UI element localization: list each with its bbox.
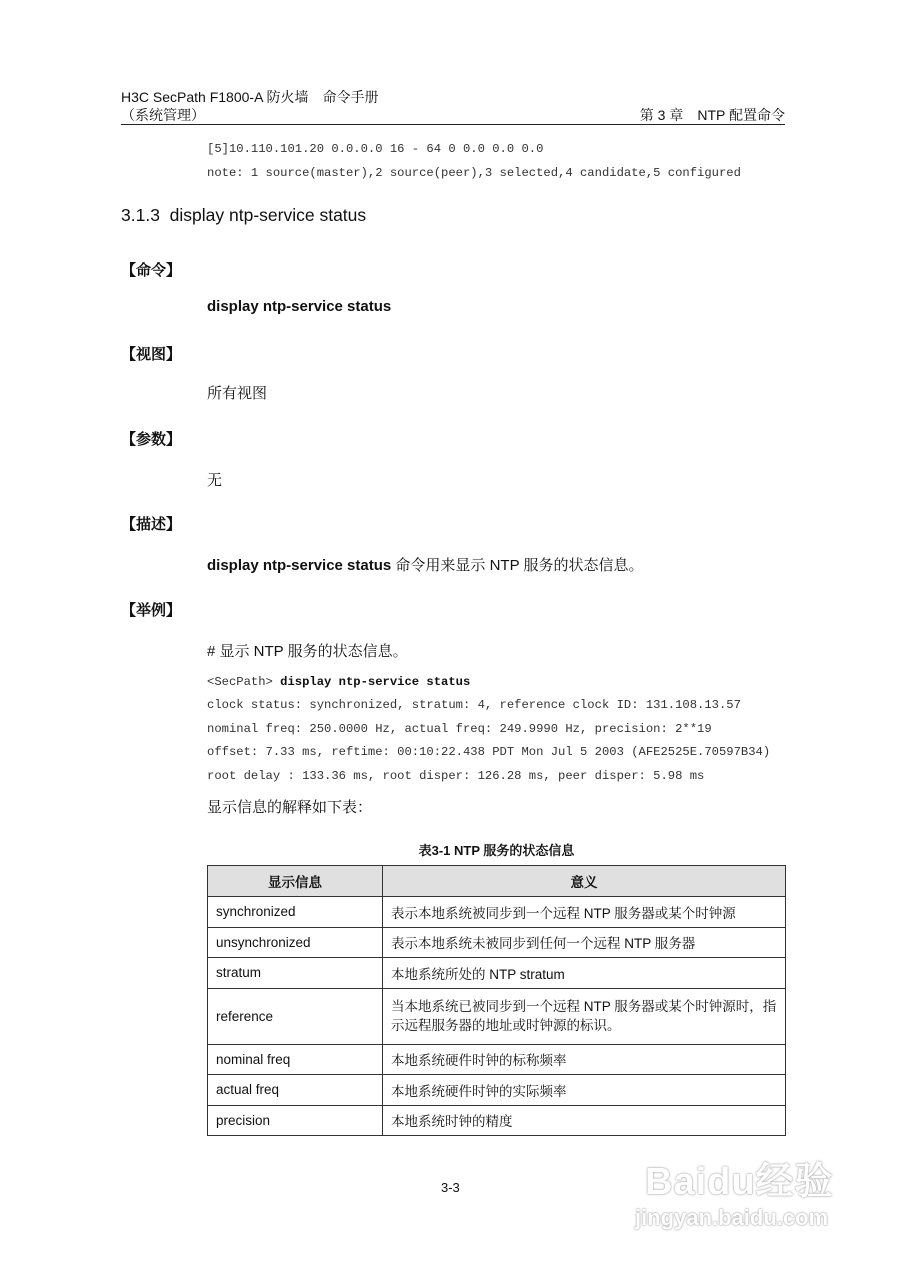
code-prompt: <SecPath> display ntp-service status [207, 675, 471, 689]
params-text: 无 [207, 472, 223, 489]
code-line: note: 1 source(master),2 source(peer),3 selected,4 candidate,5 configured [207, 166, 741, 180]
code-line: nominal freq: 250.0000 Hz, actual freq: 249.9990 Hz, precision: 2**19 [207, 722, 712, 736]
info-table [207, 865, 786, 1136]
code-line: clock status: synchronized, stratum: 4, reference clock ID: 131.108.13.57 [207, 698, 741, 712]
section-heading: 3.1.3 display ntp-service status [121, 205, 367, 225]
params-label: 【参数】 [121, 431, 182, 448]
table-row: precision 本地系统时钟的精度 [208, 1105, 786, 1136]
header-rule [121, 124, 785, 125]
page-number: 3-3 [441, 1180, 460, 1195]
table-header-row: 显示信息 意义 [208, 866, 786, 897]
example-label: 【举例】 [121, 602, 182, 619]
desc-label: 【描述】 [121, 516, 182, 533]
code-line: [5]10.110.101.20 0.0.0.0 16 - 64 0 0.0 0.0 0.0 [207, 142, 544, 156]
table-row: synchronized 表示本地系统被同步到一个远程 NTP 服务器或某个时钟源 [208, 897, 786, 928]
table-row: actual freq 本地系统硬件时钟的实际频率 [208, 1075, 786, 1106]
command-label: 【命令】 [121, 262, 182, 279]
table-intro: 显示信息的解释如下表： [207, 799, 373, 816]
code-line: root delay : 133.36 ms, root disper: 126.28 ms, peer disper: 5.98 ms [207, 769, 705, 783]
header-title: H3C SecPath F1800-A 防火墙 命令手册 [121, 89, 379, 105]
view-label: 【视图】 [121, 346, 182, 363]
code-line: offset: 7.33 ms, reftime: 00:10:22.438 PDT Mon Jul 5 2003 (AFE2525E.70597B34) [207, 745, 771, 759]
header-subtitle: （系统管理） [121, 107, 205, 123]
example-intro: # 显示 NTP 服务的状态信息。 [207, 643, 408, 660]
header-chapter: 第 3 章 NTP 配置命令 [639, 107, 785, 123]
view-text: 所有视图 [207, 385, 268, 402]
table-caption: 表3-1 NTP 服务的状态信息 [418, 843, 575, 858]
command-text: display ntp-service status [207, 298, 392, 315]
table-row: reference 当本地系统已被同步到一个远程 NTP 服务器或某个时钟源时，指示远程服务器的地址或时钟源的标识。 [208, 988, 786, 1044]
desc-text: display ntp-service status 命令用来显示 NTP 服务的状态信息。 [207, 557, 644, 574]
table-row: nominal freq 本地系统硬件时钟的标称频率 [208, 1044, 786, 1075]
table-row: stratum 本地系统所处的 NTP stratum [208, 958, 786, 989]
baidu-watermark-logo: Baidu经验 jingyan.baidu.com [635, 1161, 834, 1230]
table-row: unsynchronized 表示本地系统未被同步到任何一个远程 NTP 服务器 [208, 927, 786, 958]
